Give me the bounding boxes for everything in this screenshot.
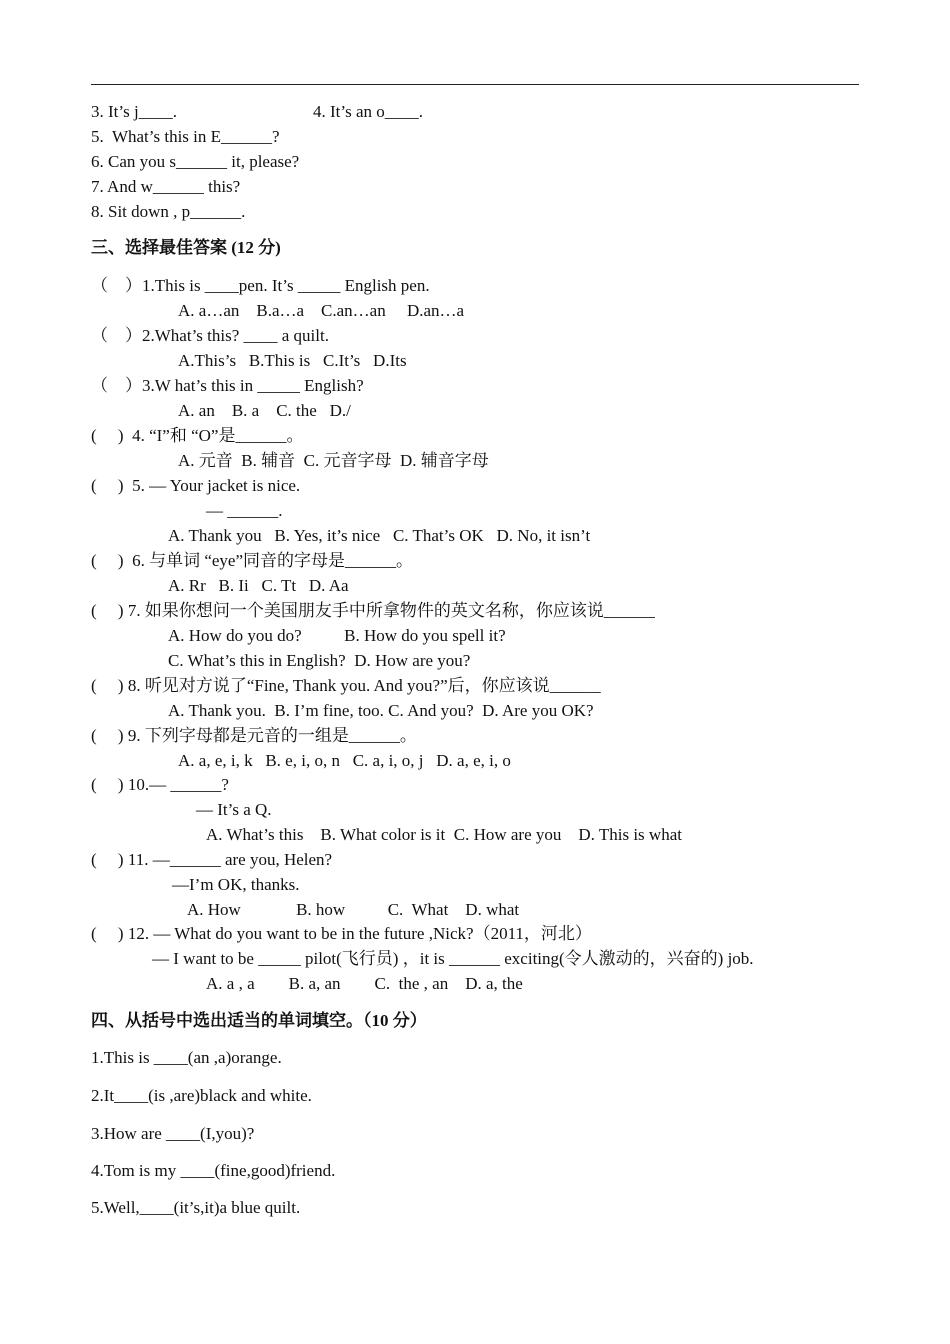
question-10-options: A. What’s this B. What color is it C. How are you D. This is what — [206, 825, 682, 844]
question-12-options: A. a , a B. a, an C. the , an D. a, the — [206, 974, 523, 993]
question-10: ( ) 10.— ______? — [91, 775, 229, 794]
question-11-response: —I’m OK, thanks. — [172, 875, 300, 894]
top-rule — [91, 84, 859, 85]
question-12: ( ) 12. — What do you want to be in the future ,Nick?（2011，河北） — [91, 924, 592, 943]
question-8: ( ) 8. 听见对方说了“Fine, Thank you. And you?”后，你应该说______ — [91, 676, 601, 695]
section4-title: 四、从括号中选出适当的单词填空。（10 分） — [91, 1011, 427, 1030]
question-11-options: A. How B. how C. What D. what — [187, 900, 520, 919]
section4-item-3: 3.How are ____(I,you)? — [91, 1124, 255, 1143]
question-5-options: A. Thank you B. Yes, it’s nice C. That’s OK D. No, it isn’t — [168, 526, 591, 545]
question-12-response: — I want to be _____ pilot(飞行员) ，it is ______ exciting(令人激动的，兴奋的) job. — [152, 949, 754, 968]
question-9: ( ) 9. 下列字母都是元音的一组是______。 — [91, 726, 417, 745]
question-7: ( ) 7. 如果你想问一个美国朋友手中所拿物件的英文名称，你应该说______ — [91, 601, 655, 620]
question-3: （ ）3.W hat’s this in _____ English? — [91, 376, 364, 395]
question-2-options: A.This’s B.This is C.It’s D.Its — [178, 351, 407, 370]
question-7-options-b: C. What’s this in English? D. How are you? — [168, 651, 471, 670]
question-9-options: A. a, e, i, k B. e, i, o, n C. a, i, o, j D. a, e, i, o — [178, 751, 511, 770]
question-5: ( ) 5. — Your jacket is nice. — [91, 476, 301, 495]
question-1: （ ）1.This is ____pen. It’s _____ English pen. — [91, 276, 430, 295]
section4-item-5: 5.Well,____(it’s,it)a blue quilt. — [91, 1198, 301, 1217]
fill-item-4: 4. It’s an o____. — [313, 102, 424, 121]
question-4: ( ) 4. “I”和 “O”是______。 — [91, 426, 304, 445]
question-4-options: A. 元音 B. 辅音 C. 元音字母 D. 辅音字母 — [178, 451, 489, 470]
question-1-options: A. a…an B.a…a C.an…an D.an…a — [178, 301, 465, 320]
question-6-options: A. Rr B. Ii C. Tt D. Aa — [168, 576, 349, 595]
question-3-options: A. an B. a C. the D./ — [178, 401, 351, 420]
question-5-response: — ______. — [206, 501, 283, 520]
question-2: （ ）2.What’s this? ____ a quilt. — [91, 326, 329, 345]
fill-item-3: 3. It’s j____. — [91, 102, 177, 121]
question-8-options: A. Thank you. B. I’m fine, too. C. And you? D. Are you OK? — [168, 701, 594, 720]
section4-item-1: 1.This is ____(an ,a)orange. — [91, 1048, 282, 1067]
question-7-options-a: A. How do you do? B. How do you spell it? — [168, 626, 506, 645]
question-11: ( ) 11. —______ are you, Helen? — [91, 850, 333, 869]
fill-item-7: 7. And w______ this? — [91, 177, 241, 196]
section4-item-4: 4.Tom is my ____(fine,good)friend. — [91, 1161, 336, 1180]
fill-item-5: 5. What’s this in E______? — [91, 127, 280, 146]
fill-item-8: 8. Sit down , p______. — [91, 202, 246, 221]
section4-item-2: 2.It____(is ,are)black and white. — [91, 1086, 312, 1105]
question-6: ( ) 6. 与单词 “eye”同音的字母是______。 — [91, 551, 414, 570]
question-10-response: — It’s a Q. — [196, 800, 272, 819]
fill-item-6: 6. Can you s______ it, please? — [91, 152, 300, 171]
section3-title: 三、选择最佳答案 (12 分) — [91, 238, 281, 257]
